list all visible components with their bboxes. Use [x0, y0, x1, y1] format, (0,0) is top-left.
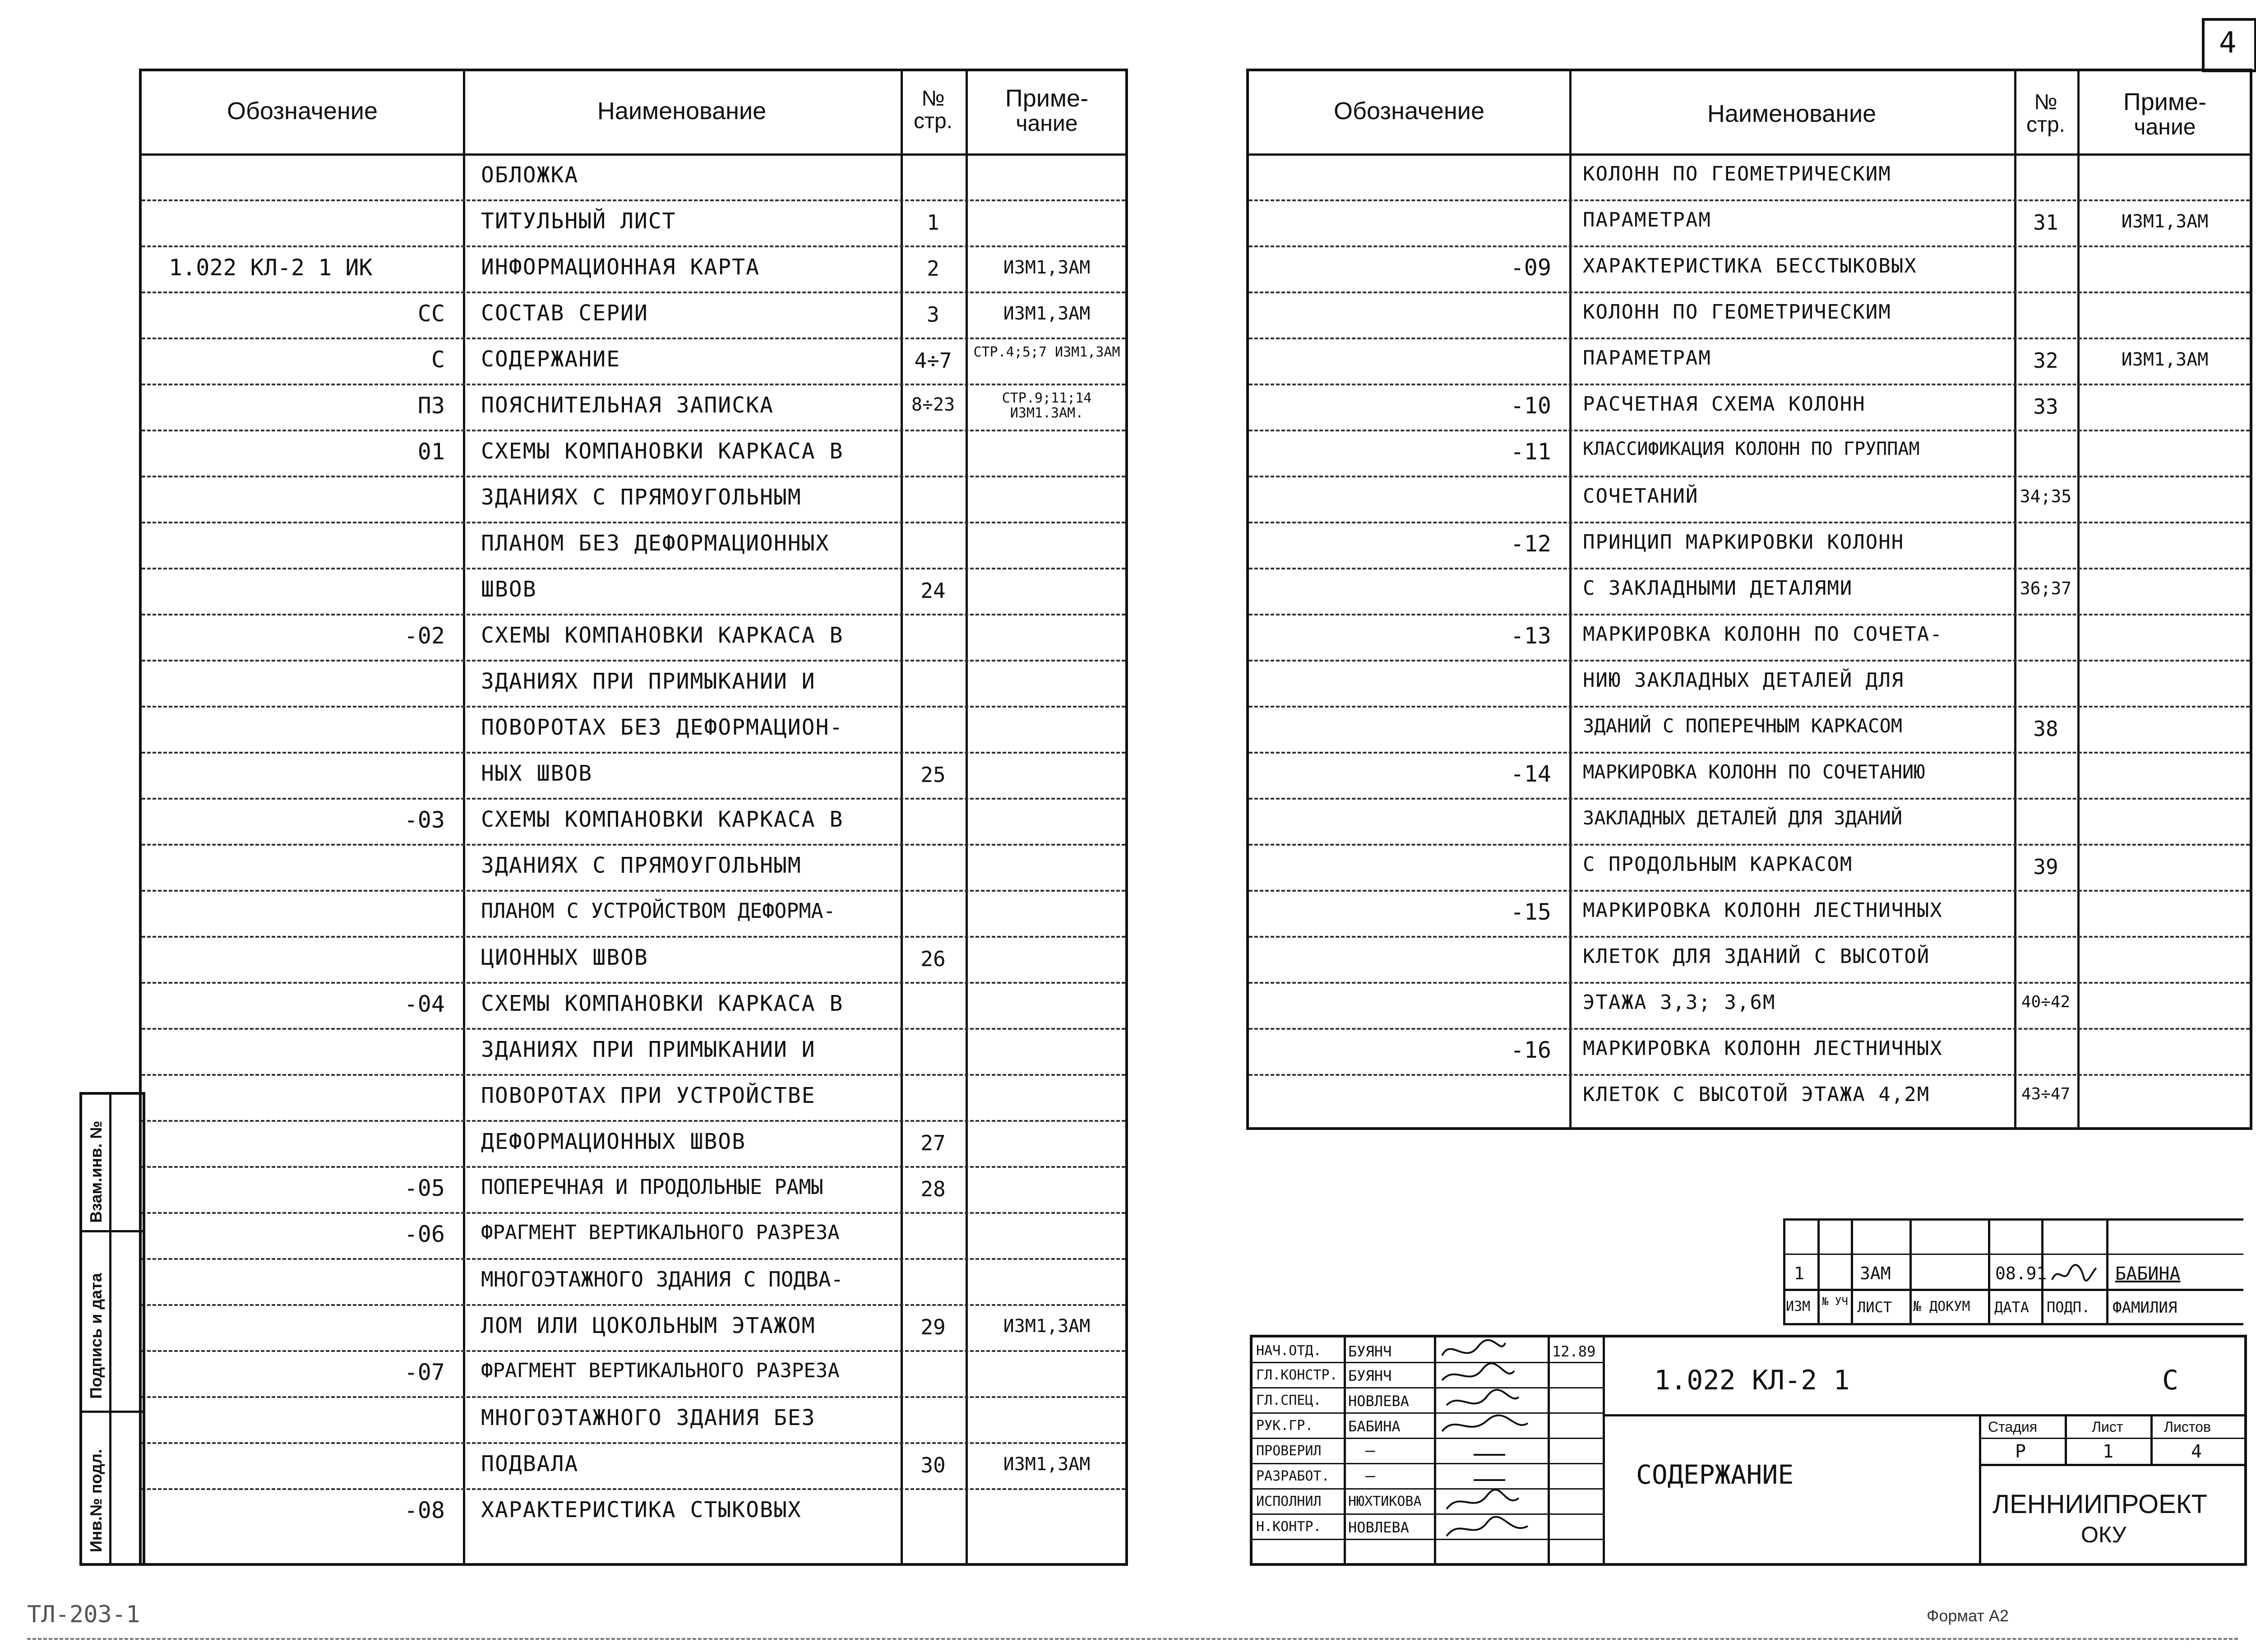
sheets-value: 4 [2191, 1441, 2202, 1462]
table-row: -12 ПРИНЦИП МАРКИРОВКИ КОЛОНН [1510, 531, 1905, 557]
handwritten-signatures [1438, 1337, 1546, 1566]
table-row: -10 РАСЧЕТНАЯ СХЕМА КОЛОНН 33 [1510, 393, 2058, 419]
table-row: С СОДЕРЖАНИЕ 4÷7 СТР.4;5;7 ИЗМ1,ЗАМ [431, 344, 1120, 373]
sheet-value: 1 [2103, 1441, 2114, 1462]
sig-role: ГЛ.КОНСТР. [1256, 1367, 1338, 1383]
table-row: ПАРАМЕТРАМ 32 ИЗМ1,ЗАМ [1583, 347, 2209, 373]
rev-h-izm: ИЗМ [1786, 1299, 1811, 1314]
sig-role: ПРОВЕРИЛ [1256, 1443, 1322, 1459]
sig-name: НОВЛЕВА [1348, 1393, 1409, 1410]
table-row: -06 ФРАГМЕНТ ВЕРТИКАЛЬНОГО РАЗРЕЗА [404, 1221, 840, 1247]
sig-name: — [1365, 1441, 1375, 1460]
table-row: ЗДАНИЯХ С ПРЯМОУГОЛЬНЫМ [481, 853, 802, 878]
header-note: Приме- чание [1005, 85, 1089, 136]
table-row: ПЛАНОМ С УСТРОЙСТВОМ ДЕФОРМА- [481, 899, 836, 923]
sig-role: НАЧ.ОТД. [1256, 1343, 1322, 1359]
table-row: -09 ХАРАКТЕРИСТИКА БЕССТЫКОВЫХ [1510, 255, 1917, 281]
organization-line1: ЛЕННИИПРОЕКТ [1992, 1490, 2208, 1519]
table-row: КЛЕТОК ДЛЯ ЗДАНИЙ С ВЫСОТОЙ [1583, 945, 1930, 968]
sig-name: БУЯНЧ [1348, 1367, 1392, 1384]
rev-date: 08.91 [1995, 1263, 2047, 1283]
header-name-right: Наименование [1707, 100, 1877, 127]
table-row: ПАРАМЕТРАМ 31 ИЗМ1,ЗАМ [1583, 208, 2209, 235]
rev-list: ЗАМ [1860, 1263, 1891, 1283]
table-row: 1.022 КЛ-2 1 ИК ИНФОРМАЦИОННАЯ КАРТА 2 ИЗМ1,ЗАМ [169, 255, 1091, 281]
rev-izm: 1 [1794, 1263, 1804, 1283]
table-row: ПЛАНОМ БЕЗ ДЕФОРМАЦИОННЫХ [481, 531, 830, 556]
table-row: ТИТУЛЬНЫЙ ЛИСТ 1 [481, 208, 939, 235]
table-row: ЗДАНИЯХ С ПРЯМОУГОЛЬНЫМ [481, 485, 802, 510]
table-row: ШВОВ 24 [481, 577, 946, 603]
table-row: -13 МАРКИРОВКА КОЛОНН ПО СОЧЕТА- [1510, 623, 1943, 649]
table-row: -11 КЛАССИФИКАЦИЯ КОЛОНН ПО ГРУППАМ [1510, 439, 1920, 465]
table-row: 01 СХЕМЫ КОМПАНОВКИ КАРКАСА В [417, 439, 844, 465]
title-code: 1.022 КЛ-2 1 [1654, 1365, 1850, 1396]
table-row: -05 ПОПЕРЕЧНАЯ И ПРОДОЛЬНЫЕ РАМЫ 28 [404, 1175, 946, 1201]
sig-role: ГЛ.СПЕЦ. [1256, 1393, 1322, 1408]
rev-surname: БАБИНА [2115, 1263, 2181, 1284]
organization-line2: ОКУ [2081, 1522, 2127, 1547]
rev-h-doc-no: № ДОКУМ [1913, 1299, 1970, 1314]
table-row: СОЧЕТАНИЙ 34;35 [1583, 485, 2072, 508]
table-row: ЦИОННЫХ ШВОВ 26 [481, 945, 946, 971]
side-label-signature-date: Подпись и дата [87, 1273, 105, 1399]
rev-h-date: ДАТА [1994, 1299, 2029, 1316]
sig-role: РАЗРАБОТ. [1256, 1468, 1330, 1484]
revision-block [1783, 1218, 2243, 1336]
table-row: -03 СХЕМЫ КОМПАНОВКИ КАРКАСА В [404, 807, 844, 833]
table-row: КОЛОНН ПО ГЕОМЕТРИЧЕСКИМ [1583, 162, 1891, 185]
left-contents-table [139, 69, 1128, 1566]
sig-name: БАБИНА [1348, 1418, 1401, 1435]
table-row: ЗДАНИЯХ ПРИ ПРИМЫКАНИИ И [481, 669, 816, 694]
table-row: ЭТАЖА 3,3; 3,6М 40÷42 [1583, 991, 2071, 1014]
header-designation-right: Обозначение [1334, 97, 1484, 125]
sig-name: — [1365, 1467, 1375, 1485]
table-row: ДЕФОРМАЦИОННЫХ ШВОВ 27 [481, 1129, 946, 1155]
table-row: ПОВОРОТАХ ПРИ УСТРОЙСТВЕ [481, 1083, 816, 1108]
table-row: -14 МАРКИРОВКА КОЛОНН ПО СОЧЕТАНИЮ [1510, 761, 1925, 787]
rev-signature-mark [2049, 1262, 2099, 1285]
title-text: СОДЕРЖАНИЕ [1636, 1459, 1794, 1490]
sig-role: ИСПОЛНИЛ [1256, 1494, 1322, 1509]
sig-name: БУЯНЧ [1348, 1343, 1392, 1360]
sheet-label: Лист [2092, 1419, 2123, 1435]
table-row: -08 ХАРАКТЕРИСТИКА СТЫКОВЫХ [404, 1497, 802, 1523]
header-page-no: № стр. [913, 87, 952, 134]
sig-role: Н.КОНТР. [1256, 1519, 1322, 1535]
table-row: НИЮ ЗАКЛАДНЫХ ДЕТАЛЕЙ ДЛЯ [1583, 669, 1905, 692]
footer-left-mark: ТЛ-203-1 [27, 1601, 140, 1628]
table-row: ПЗ ПОЯСНИТЕЛЬНАЯ ЗАПИСКА 8÷23 СТР.9;11;14 ИЗМ1.ЗАМ. [417, 390, 1092, 421]
table-row: ЛОМ ИЛИ ЦОКОЛЬНЫМ ЭТАЖОМ 29 ИЗМ1,ЗАМ [481, 1313, 1091, 1339]
sig-date: 12.89 [1552, 1343, 1596, 1360]
table-row: ОБЛОЖКА [481, 162, 579, 188]
table-row: ЗДАНИЙ С ПОПЕРЕЧНЫМ КАРКАСОМ 38 [1583, 715, 2058, 741]
table-row: -04 СХЕМЫ КОМПАНОВКИ КАРКАСА В [404, 991, 844, 1017]
header-name: Наименование [597, 97, 767, 125]
stage-value: Р [2015, 1441, 2026, 1462]
table-row: ЗАКЛАДНЫХ ДЕТАЛЕЙ ДЛЯ ЗДАНИЙ [1583, 807, 1903, 829]
table-row: -02 СХЕМЫ КОМПАНОВКИ КАРКАСА В [404, 623, 844, 649]
side-label-inv-no: Инв.№ подл. [87, 1449, 105, 1552]
rev-h-list: ЛИСТ [1857, 1299, 1892, 1316]
right-contents-table [1246, 69, 2252, 1130]
table-row: -15 МАРКИРОВКА КОЛОНН ЛЕСТНИЧНЫХ [1510, 899, 1943, 925]
header-designation: Обозначение [227, 97, 378, 125]
side-label-replaced-inv: Взам.инв. № [87, 1120, 105, 1223]
table-row: МНОГОЭТАЖНОГО ЗДАНИЯ БЕЗ [481, 1405, 816, 1430]
sig-name: НОВЛЕВА [1348, 1519, 1409, 1536]
rev-h-kol-uch: № УЧ [1822, 1295, 1848, 1308]
header-page-no-right: № стр. [2026, 90, 2065, 137]
sig-name: НЮХТИКОВА [1348, 1494, 1422, 1509]
rev-h-surname: ФАМИЛИЯ [2113, 1299, 2177, 1317]
footer-format: Формат А2 [1927, 1606, 2009, 1625]
title-block [1250, 1335, 2247, 1566]
header-note-right: Приме- чание [2123, 88, 2207, 139]
table-row: НЫХ ШВОВ 25 [481, 761, 946, 787]
table-row: -16 МАРКИРОВКА КОЛОНН ЛЕСТНИЧНЫХ [1510, 1037, 1943, 1063]
table-row: -07 ФРАГМЕНТ ВЕРТИКАЛЬНОГО РАЗРЕЗА [404, 1359, 840, 1385]
table-row: КЛЕТОК С ВЫСОТОЙ ЭТАЖА 4,2М 43÷47 [1583, 1083, 2071, 1106]
table-row: КОЛОНН ПО ГЕОМЕТРИЧЕСКИМ [1583, 301, 1891, 324]
sheet-corner-number: 4 [2219, 26, 2237, 60]
table-row: СС СОСТАВ СЕРИИ 3 ИЗМ1,ЗАМ [417, 301, 1091, 327]
title-doc-type: С [2162, 1365, 2179, 1396]
sig-role: РУК.ГР. [1256, 1418, 1313, 1434]
table-row: С ПРОДОЛЬНЫМ КАРКАСОМ 39 [1583, 853, 2058, 879]
rev-h-signature: ПОДП. [2047, 1299, 2090, 1316]
sheets-label: Листов [2164, 1419, 2211, 1435]
table-row: ПОДВАЛА 30 ИЗМ1,ЗАМ [481, 1451, 1091, 1477]
table-row: ЗДАНИЯХ ПРИ ПРИМЫКАНИИ И [481, 1037, 816, 1062]
table-row: МНОГОЭТАЖНОГО ЗДАНИЯ С ПОДВА- [481, 1267, 844, 1291]
table-row: ПОВОРОТАХ БЕЗ ДЕФОРМАЦИОН- [481, 715, 844, 740]
stage-label: Стадия [1988, 1419, 2038, 1435]
table-row: С ЗАКЛАДНЫМИ ДЕТАЛЯМИ 36;37 [1583, 577, 2072, 600]
